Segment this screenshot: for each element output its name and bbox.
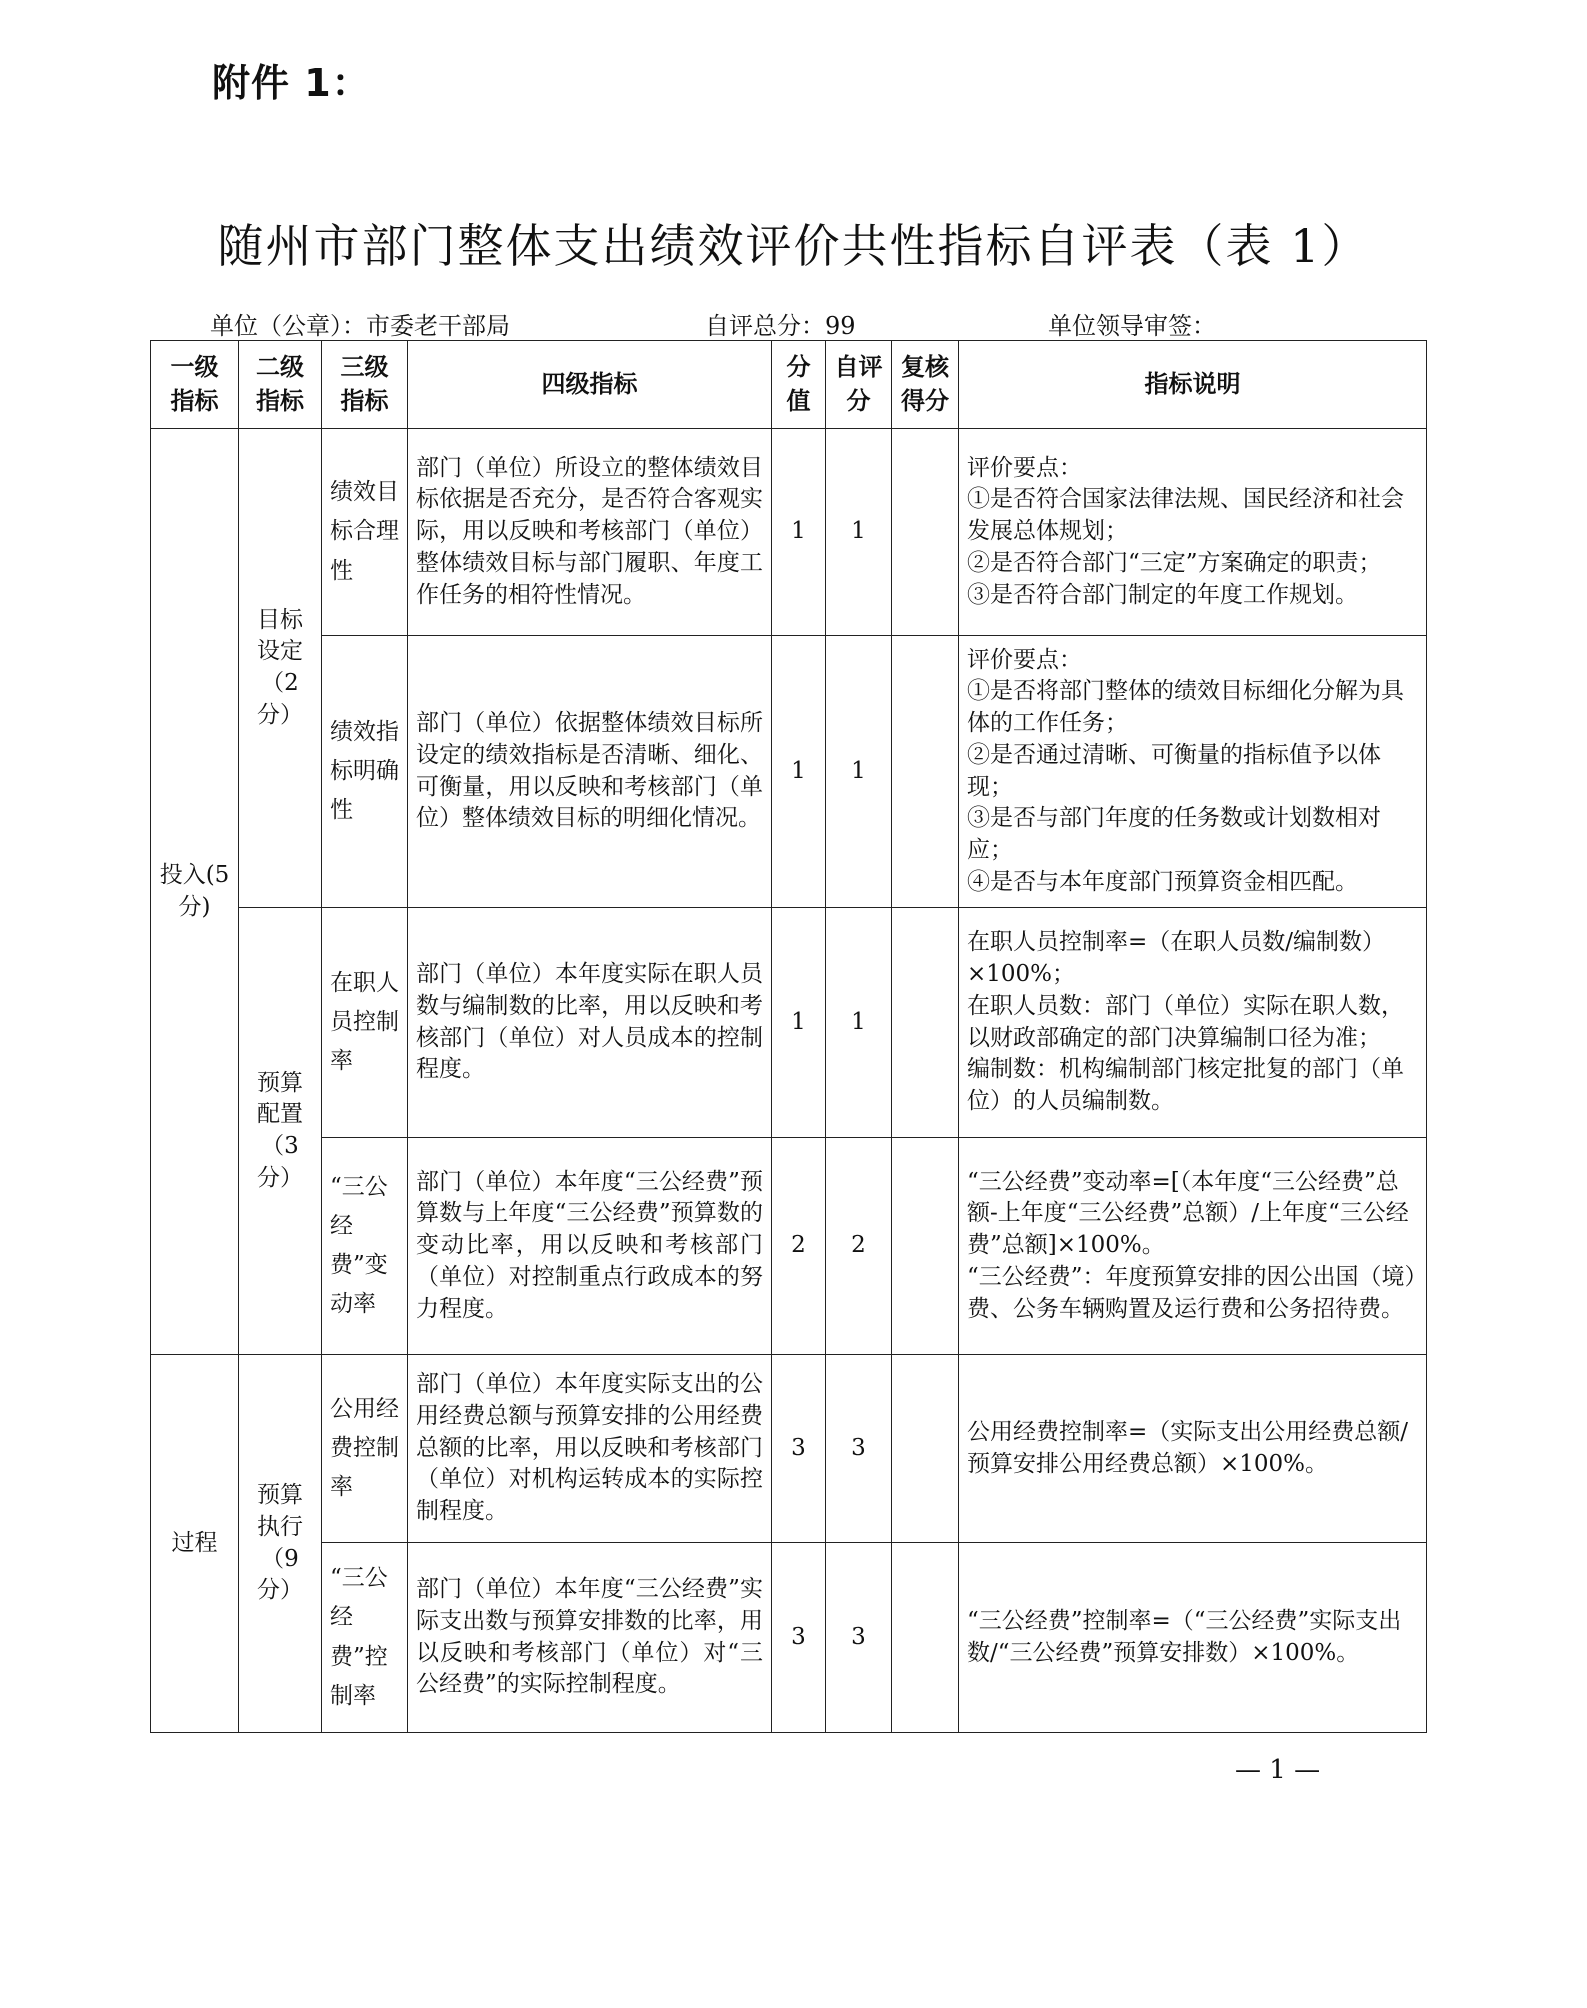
document-title: 随州市部门整体支出绩效评价共性指标自评表（表 1） [217,219,1370,273]
score-cell: 3 [772,1543,826,1733]
note-cell [959,429,1427,636]
header-level2: 二级指标 [239,341,322,429]
note-line: 编制数：机构编制部门核定批复的部门（单位）的人员编制数。 [967,1056,1404,1114]
review-score-cell [892,1138,959,1355]
note-line: 在职人员控制率=（在职人员数/编制数）×100%； [967,929,1386,988]
self-score-cell: 1 [826,429,892,636]
header-level1: 一级指标 [151,341,239,429]
score-cell: 1 [772,908,826,1138]
note-cell [959,636,1427,908]
score-cell: 2 [772,1138,826,1355]
header-level4: 四级指标 [408,341,772,429]
note-line: “三公经费”变动率=[（本年度“三公经费”总额-上年度“三公经费”总额）/上年度“三公经费”总额]×100%。 [967,1168,1409,1259]
header-note: 指标说明 [959,341,1427,429]
note-line: “三公经费”控制率=（“三公经费”实际支出数/“三公经费”预算安排数）×100%。 [967,1607,1402,1666]
table-row [151,908,1427,1138]
table-row [151,1138,1427,1355]
note-cell [959,908,1427,1138]
page-number: — 1 — [1235,1755,1321,1785]
table-row [151,1355,1427,1543]
note-line: “三公经费”：年度预算安排的因公出国（境）费、公务车辆购置及运行费和公务招待费。 [967,1263,1417,1322]
level4-cell: 部门（单位）本年度“三公经费”预算数与上年度“三公经费”预算数的变动比率，用以反映和考核部门（单位）对控制重点行政成本的努力程度。 [408,1138,772,1355]
table-row [151,1543,1427,1733]
note-line: 在职人员数：部门（单位）实际在职人数，以财政部确定的部门决算编制口径为准； [967,992,1404,1051]
note-line: ④是否与本年度部门预算资金相匹配。 [967,868,1358,895]
self-score-cell: 1 [826,636,892,908]
level3-cell: 绩效指标明确性 [322,636,408,908]
level3-cell: 在职人员控制率 [322,908,408,1138]
note-line: ①是否将部门整体的绩效目标细化分解为具体的工作任务； [967,678,1404,737]
note-line: ②是否符合部门“三定”方案确定的职责； [967,549,1382,576]
header-row [151,341,1427,429]
note-line: 公用经费控制率=（实际支出公用经费总额/预算安排公用经费总额）×100%。 [967,1418,1409,1477]
note-line: ①是否符合国家法律法规、国民经济和社会发展总体规划； [967,486,1404,545]
leader-signature-label: 单位领导审签： [1048,312,1216,340]
unit-seal-label: 单位（公章）：市委老干部局 [210,312,510,340]
note-line: ②是否通过清晰、可衡量的指标值予以体现； [967,741,1381,800]
note-line: 评价要点： [967,646,1082,673]
review-score-cell [892,429,959,636]
note-line: 评价要点： [967,454,1082,481]
self-score-cell: 1 [826,908,892,1138]
note-cell [959,1138,1427,1355]
level4-cell: 部门（单位）本年度实际在职人员数与编制数的比率，用以反映和考核部门（单位）对人员成本的控制程度。 [408,908,772,1138]
subgroup-exec: 预算执行（9分） [239,1355,322,1733]
subgroup-goal: 目标设定（2分） [239,429,322,908]
header-self-score: 自评分 [826,341,892,429]
indicator-table [150,340,1427,1733]
level4-cell: 部门（单位）所设立的整体绩效目标依据是否充分，是否符合客观实际，用以反映和考核部门（单位）整体绩效目标与部门履职、年度工作任务的相符性情况。 [408,429,772,636]
score-cell: 1 [772,429,826,636]
note-line: ③是否符合部门制定的年度工作规划。 [967,581,1358,608]
subgroup-config: 预算配置（3分） [239,908,322,1355]
review-score-cell [892,636,959,908]
note-line: ③是否与部门年度的任务数或计划数相对应； [967,805,1381,863]
self-total-score: 自评总分：99 [705,312,856,340]
self-score-cell: 3 [826,1543,892,1733]
group-process: 过程 [151,1355,239,1733]
self-score-cell: 2 [826,1138,892,1355]
level3-cell: “三公经费”控制率 [322,1543,408,1733]
level3-cell: “三公经费”变动率 [322,1138,408,1355]
header-review-score: 复核得分 [892,341,959,429]
review-score-cell [892,908,959,1138]
attachment-label: 附件 1： [212,61,371,105]
self-score-cell: 3 [826,1355,892,1543]
review-score-cell [892,1543,959,1733]
score-cell: 3 [772,1355,826,1543]
table-row [151,429,1427,636]
level3-cell: 公用经费控制率 [322,1355,408,1543]
header-score: 分值 [772,341,826,429]
level3-cell: 绩效目标合理性 [322,429,408,636]
table-row [151,636,1427,908]
group-input: 投入(5分) [151,429,239,1355]
score-cell: 1 [772,636,826,908]
level4-cell: 部门（单位）本年度实际支出的公用经费总额与预算安排的公用经费总额的比率，用以反映和考核部门（单位）对机构运转成本的实际控制程度。 [408,1355,772,1543]
level4-cell: 部门（单位）依据整体绩效目标所设定的绩效指标是否清晰、细化、可衡量，用以反映和考核部门（单位）整体绩效目标的明细化情况。 [408,636,772,908]
level4-cell: 部门（单位）本年度“三公经费”实际支出数与预算安排数的比率，用以反映和考核部门（单位）对“三公经费”的实际控制程度。 [408,1543,772,1733]
note-cell [959,1355,1427,1543]
header-level3: 三级指标 [322,341,408,429]
review-score-cell [892,1355,959,1543]
note-cell [959,1543,1427,1733]
